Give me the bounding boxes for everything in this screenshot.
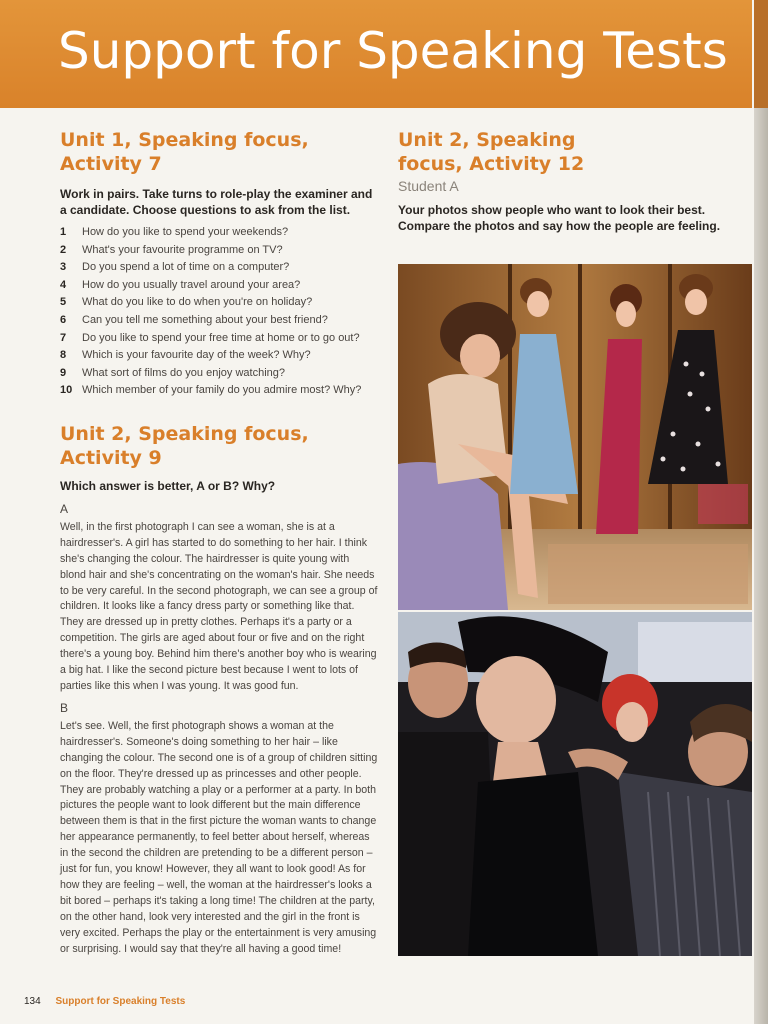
question-text: Can you tell me something about your best friend? <box>82 313 328 326</box>
photo-fancy-dress-girls <box>398 264 752 610</box>
footer-title: Support for Speaking Tests <box>55 996 186 1007</box>
question-text: What's your favourite programme on TV? <box>82 243 283 256</box>
question-number: 10 <box>60 384 73 397</box>
page-spine <box>754 0 768 1024</box>
title-banner <box>0 0 752 108</box>
unit2-activity9-instruction: Which answer is better, A or B? Why? <box>60 478 276 493</box>
question-item <box>60 294 378 312</box>
question-text: How do you usually travel around your area? <box>82 278 301 291</box>
student-label: Student A <box>398 178 459 194</box>
page-number: 134 <box>24 996 41 1007</box>
question-number: 5 <box>60 296 67 309</box>
question-number: 2 <box>60 243 67 256</box>
activity12-instruction: Your photos show people who want to look their best. Compare the photos and say how the people are feeling. <box>398 203 721 233</box>
question-number: 8 <box>60 349 67 362</box>
unit2-activity12-heading: Unit 2, Speaking focus, Activity 12 <box>398 129 585 175</box>
question-text: Which member of your family do you admire most? Why? <box>82 384 362 397</box>
question-number: 3 <box>60 261 67 274</box>
question-text: What sort of films do you enjoy watching? <box>82 366 285 379</box>
page-title: Support for Speaking Tests <box>58 22 728 80</box>
question-item <box>60 242 378 260</box>
answer-b-label: B <box>60 700 69 715</box>
question-item <box>60 382 378 400</box>
question-number: 4 <box>60 278 67 291</box>
question-number: 1 <box>60 226 67 238</box>
question-text: Do you like to spend your free time at home or to go out? <box>82 331 360 344</box>
question-item <box>60 365 378 383</box>
question-item <box>60 259 378 277</box>
right-column <box>398 128 752 234</box>
answer-b-text: Let's see. Well, the first photograph shows a woman at the hairdresser's. Someone's doing something to her hair – like changing the colour. The second one is of a group of children sitting on the floor. They're dressed up as princesses and other people. They are probably watching a play or a performer at a party. In both pictures the people want to look different but the main difference between them is that in the first picture the woman wants to change her appearance permanently, to feel better about herself, whereas in the second the children are pretending to be a different person – just for fun, you know! However, they all want to look good! As for how they are feeling – well, the woman at the hairdresser's looks a bit bored – perhaps it's taking a long time! The children at the party, on the other hand, look very interested and the girl in the front is very excited. Perhaps the play or the entertainment is very amusing or surprising. I would say that they're all having a good time! <box>60 719 378 955</box>
question-number: 6 <box>60 313 67 326</box>
unit2-activity9-heading: Unit 2, Speaking focus, Activity 9 <box>60 422 309 469</box>
question-text: Do you spend a lot of time on a computer? <box>82 261 290 274</box>
page-spine-top <box>754 0 768 108</box>
question-number: 7 <box>60 331 67 344</box>
question-item <box>60 347 378 365</box>
question-item <box>60 277 378 295</box>
question-item <box>60 312 378 330</box>
unit1-instruction: Work in pairs. Take turns to role-play the examiner and a candidate. Choose questions to ask from the list. <box>60 187 373 217</box>
question-text: Which is your favourite day of the week? Why? <box>82 349 311 362</box>
page-footer <box>24 996 185 1007</box>
left-column <box>60 128 378 958</box>
question-item <box>60 224 378 242</box>
question-text: What do you like to do when you're on holiday? <box>82 296 313 309</box>
unit1-heading: Unit 1, Speaking focus, Activity 7 <box>60 129 309 175</box>
answer-a-label: A <box>60 501 69 516</box>
question-item <box>60 330 378 348</box>
photo-hairdresser <box>398 612 752 956</box>
question-number: 9 <box>60 366 67 379</box>
answer-a-text: Well, in the first photograph I can see a woman, she is at a hairdresser's. A girl has started to do something to her hair. I think she's changing the colour. The hairdresser is quite young with blond hair and she's concentrating on the woman's hair. She needs to be very careful. In the second photograph, we can see a group of children. It looks like a fancy dress party or something like that. They are dressed up in pretty clothes. Perhaps it's a party or a competition. The girls are aged about four or five and on the right there's a young boy. Behind him there's another boy who is wearing a big hat. I like the second picture best because I went to lots of parties like this when I was young. It was good fun. <box>60 520 378 692</box>
question-list <box>60 224 378 400</box>
question-text: How do you like to spend your weekends? <box>82 226 289 238</box>
